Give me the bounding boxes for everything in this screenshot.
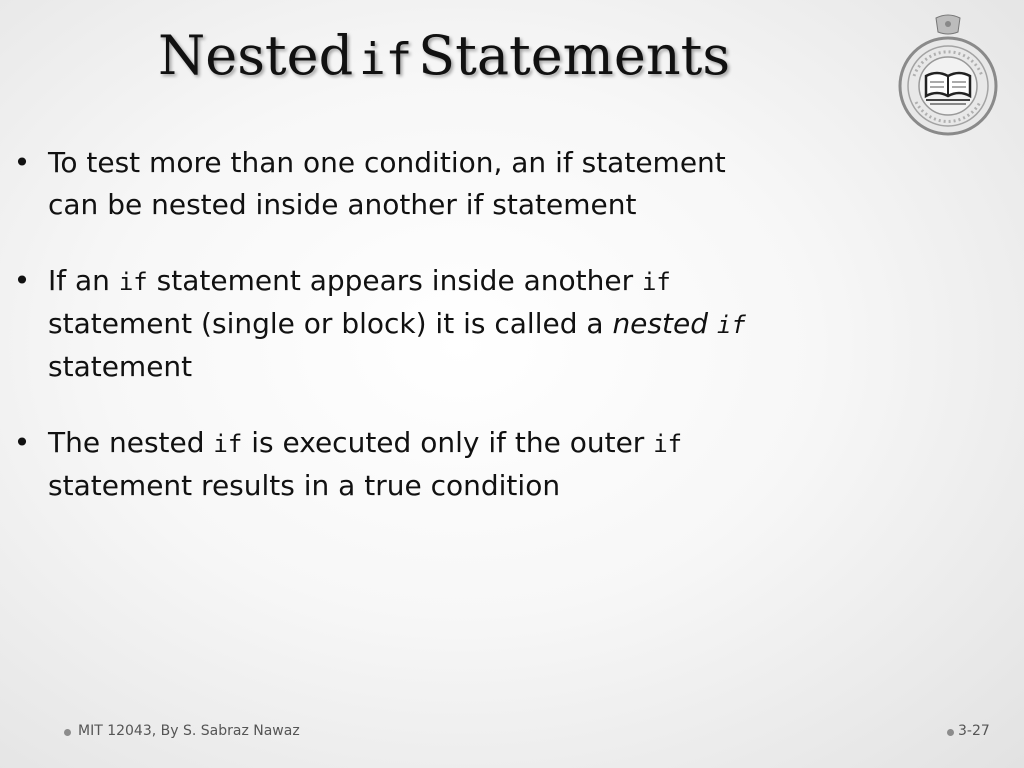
code-keyword: if xyxy=(653,430,683,458)
footer-dot xyxy=(64,729,71,736)
code-keyword: if xyxy=(716,311,746,339)
bullet-marker: • xyxy=(13,264,31,297)
bullet-item xyxy=(12,422,912,507)
bullet-marker: • xyxy=(13,146,31,179)
bullet-text: To test more than one condition, an if statement xyxy=(48,146,726,179)
title-prefix: Nested xyxy=(158,24,354,87)
bullet-text: The nested xyxy=(48,426,205,459)
page-number: 3-27 xyxy=(958,723,990,739)
bullet-text: statement appears inside another xyxy=(156,264,634,297)
bullet-text: is executed only if the outer xyxy=(251,426,645,459)
bullet-item xyxy=(12,142,912,226)
title-code: if xyxy=(359,34,413,85)
bullet-text: statement (single or block) it is called a xyxy=(48,307,604,340)
slide-title xyxy=(158,18,730,98)
emphasis-text: nested xyxy=(612,307,708,340)
bullet-list xyxy=(12,142,912,507)
footer-dot xyxy=(947,729,954,736)
bullet-text: statement xyxy=(48,350,193,383)
bullet-marker: • xyxy=(13,426,31,459)
bullet-text: statement results in a true condition xyxy=(48,469,561,502)
title-suffix: Statements xyxy=(418,24,731,87)
footer-credit: MIT 12043, By S. Sabraz Nawaz xyxy=(78,723,300,739)
code-keyword: if xyxy=(213,430,243,458)
bullet-text: If an xyxy=(48,264,110,297)
bullet-item xyxy=(12,260,912,388)
bullet-text: can be nested inside another if statement xyxy=(48,188,637,221)
code-keyword: if xyxy=(641,268,671,296)
code-keyword: if xyxy=(118,268,148,296)
university-seal-icon xyxy=(896,14,1000,136)
